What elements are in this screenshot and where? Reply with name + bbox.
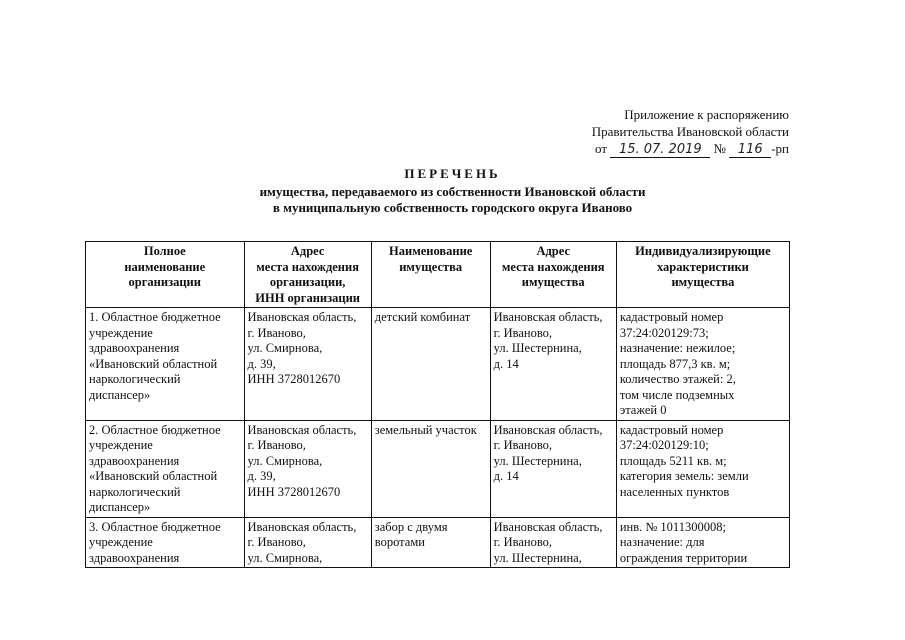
table-row [86, 308, 790, 421]
cell-organization [86, 517, 245, 568]
cell-line: наркологический [89, 372, 181, 386]
table-row [86, 517, 790, 568]
cell-line: д. 39, [247, 469, 276, 483]
header-line: организации, [269, 275, 346, 289]
cell-organization [86, 308, 245, 421]
cell-property-name [371, 517, 490, 568]
cell-line: ул. Смирнова, [247, 341, 323, 355]
table-header-row [86, 242, 790, 308]
handwritten-number: 116 [729, 143, 771, 158]
cell-line: ИНН 3728012670 [247, 372, 341, 386]
header-line: имущества [399, 259, 463, 274]
cell-line: населенных пунктов [619, 484, 730, 499]
cell-line: г. Иваново, [493, 535, 553, 549]
table-row [86, 420, 790, 517]
cell-line: кадастровый номер [619, 310, 724, 324]
cell-organization [86, 420, 245, 517]
cell-line: количество этажей: 2, [619, 372, 736, 386]
title-line-1: имущества, передаваемого из собственности Ивановской области [259, 184, 646, 199]
cell-line: ул. Смирнова, [247, 550, 323, 565]
cell-line: Ивановская область, [493, 519, 603, 534]
cell-line: назначение: для [619, 535, 705, 549]
cell-line: Ивановская область, [493, 310, 603, 324]
cell-line: ул. Шестернина, [493, 453, 582, 468]
number-label: № [713, 141, 726, 156]
cell-line: ул. Смирнова, [247, 453, 323, 468]
cell-characteristics [616, 420, 789, 517]
cell-line: «Ивановский областной [89, 469, 218, 483]
appendix-date-number-line [592, 140, 789, 158]
cell-line: 2. Областное бюджетное [89, 422, 221, 437]
cell-line: инв. № 1011300008; [619, 519, 726, 534]
cell-line: г. Иваново, [247, 438, 306, 452]
header-line: Полное [143, 244, 186, 258]
cell-property-name [371, 308, 490, 421]
cell-property-name [371, 420, 490, 517]
header-organization [86, 242, 245, 308]
title-main: ПЕРЕЧЕНЬ [404, 166, 501, 181]
header-line: ИНН организации [255, 290, 360, 305]
cell-line: Ивановская область, [247, 310, 357, 324]
cell-line: Ивановская область, [493, 422, 603, 437]
header-line: Индивидуализирующие [635, 244, 771, 258]
cell-line: 37:24:020129:10; [619, 438, 709, 452]
cell-line: учреждение [89, 325, 153, 340]
cell-line: д. 14 [493, 469, 519, 483]
cell-line: диспансер» [89, 500, 151, 514]
header-line: имущества [671, 275, 735, 289]
cell-org-address [244, 517, 371, 568]
appendix-header [592, 106, 789, 158]
cell-line: ИНН 3728012670 [247, 484, 341, 499]
cell-property-address [490, 420, 616, 517]
header-line: Адрес [290, 244, 325, 258]
cell-line: кадастровый номер [619, 422, 724, 437]
cell-line: здравоохранения [89, 453, 180, 468]
cell-line: диспансер» [89, 387, 151, 402]
cell-line: г. Иваново, [493, 325, 553, 340]
cell-line: том числе подземных [619, 387, 735, 402]
cell-line: 37:24:020129:73; [619, 325, 709, 340]
cell-line: воротами [374, 535, 425, 549]
cell-line: площадь 5211 кв. м; [619, 453, 727, 468]
cell-line: забор с двумя [374, 519, 448, 534]
handwritten-date: 15. 07. 2019 [610, 143, 710, 158]
cell-line: г. Иваново, [493, 438, 553, 452]
header-line: имущества [521, 275, 585, 289]
header-org-address [244, 242, 371, 308]
cell-characteristics [616, 308, 789, 421]
table-body [86, 308, 790, 568]
document-title [0, 166, 905, 216]
property-table [85, 241, 790, 568]
cell-line: здравоохранения [89, 341, 180, 355]
cell-line: Ивановская область, [247, 519, 357, 534]
header-line: места нахождения [256, 259, 359, 274]
cell-line: г. Иваново, [247, 325, 306, 340]
cell-line: площадь 877,3 кв. м; [619, 356, 731, 371]
cell-property-address [490, 517, 616, 568]
cell-line: д. 39, [247, 356, 276, 371]
cell-line: назначение: нежилое; [619, 341, 736, 355]
header-characteristics [616, 242, 789, 308]
cell-line: ограждения территории [619, 550, 748, 565]
header-line: Наименование [389, 244, 473, 258]
cell-line: здравоохранения [89, 550, 180, 565]
header-line: Адрес [536, 244, 571, 258]
cell-line: ул. Шестернина, [493, 550, 582, 565]
cell-property-address [490, 308, 616, 421]
title-line-2: в муниципальную собственность городского округа Иваново [272, 200, 633, 215]
cell-org-address [244, 308, 371, 421]
cell-line: «Ивановский областной [89, 356, 218, 371]
header-line: места нахождения [501, 259, 605, 274]
appendix-line-1: Приложение к распоряжению [624, 107, 789, 122]
cell-line: учреждение [89, 438, 153, 452]
cell-line: земельный участок [374, 422, 477, 437]
cell-line: д. 14 [493, 356, 519, 371]
cell-line: детский комбинат [374, 310, 471, 324]
cell-line: 3. Областное бюджетное [89, 519, 221, 534]
cell-line: категория земель: земли [619, 469, 749, 483]
appendix-line-2: Правительства Ивановской области [591, 124, 789, 139]
cell-line: этажей 0 [619, 403, 667, 417]
header-property-address [490, 242, 616, 308]
cell-line: ул. Шестернина, [493, 341, 582, 355]
cell-line: Ивановская область, [247, 422, 357, 437]
number-suffix: -рп [771, 141, 789, 156]
header-line: организации [128, 275, 201, 289]
from-label: от [595, 141, 608, 156]
cell-line: г. Иваново, [247, 535, 306, 549]
cell-line: наркологический [89, 484, 181, 499]
cell-line: учреждение [89, 535, 153, 549]
cell-characteristics [616, 517, 789, 568]
cell-line: 1. Областное бюджетное [89, 310, 221, 324]
header-property-name [371, 242, 490, 308]
header-line: наименование [124, 259, 206, 274]
cell-org-address [244, 420, 371, 517]
header-line: характеристики [656, 259, 749, 274]
